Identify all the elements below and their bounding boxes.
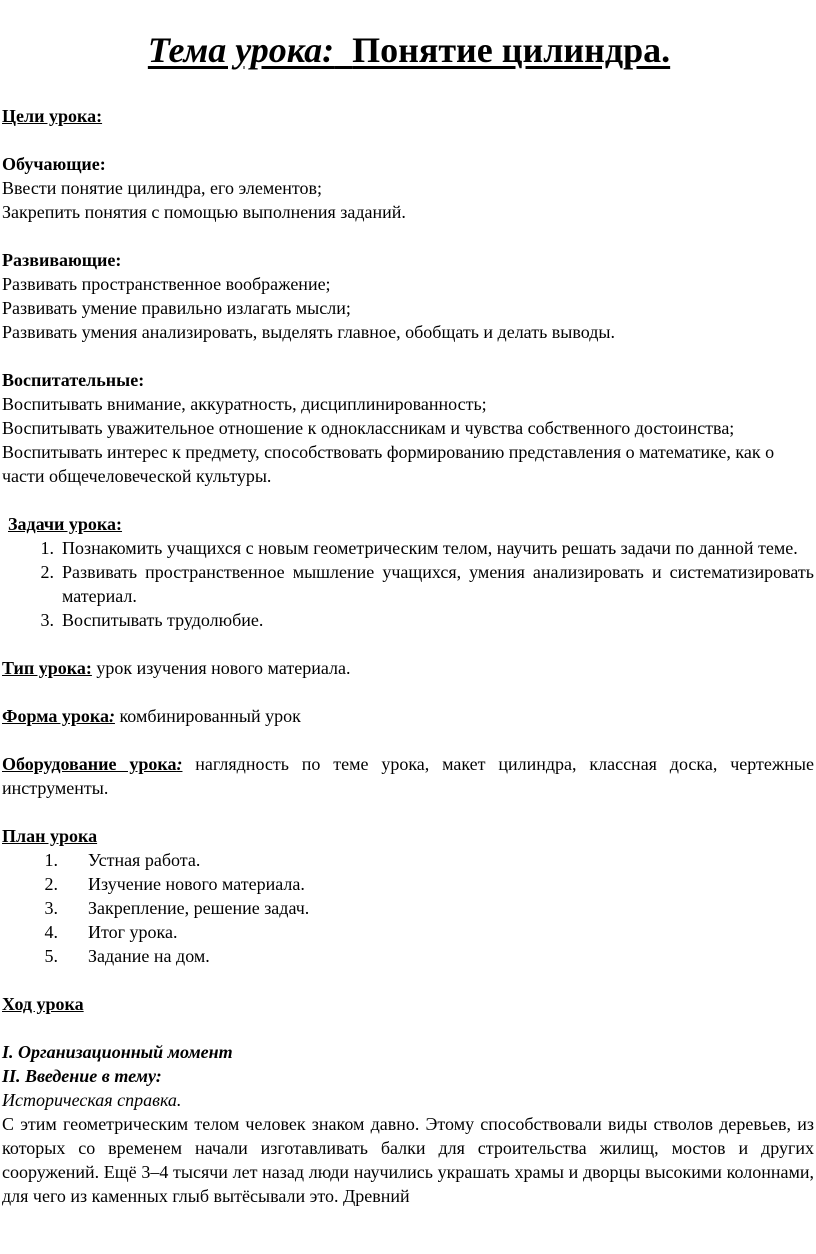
teaching-goals-heading: Обучающие: <box>2 154 106 174</box>
plan-list <box>2 848 816 968</box>
developing-goal: Развивать пространственное воображение; <box>2 274 331 294</box>
lesson-type-label: Тип урока: <box>2 658 92 678</box>
lesson-form-colon: : <box>108 706 115 726</box>
educational-goal: Воспитывать интерес к предмету, способствовать формированию представления о математике, как о части общечеловеческой культуры. <box>2 442 775 486</box>
plan-text: Изучение нового материала. <box>88 874 305 894</box>
list-item <box>2 944 816 968</box>
developing-goal: Развивать умения анализировать, выделять главное, обобщать и делать выводы. <box>2 322 615 342</box>
educational-goals-heading: Воспитательные: <box>2 370 145 390</box>
plan-text: Итог урока. <box>88 922 178 942</box>
plan-text: Задание на дом. <box>88 946 210 966</box>
teaching-goal: Закрепить понятия с помощью выполнения заданий. <box>2 202 406 222</box>
stage-organizational: I. Организационный момент <box>2 1042 233 1062</box>
plan-number: 1. <box>44 850 58 870</box>
list-item <box>2 896 816 920</box>
educational-goal: Воспитывать внимание, аккуратность, дисциплинированность; <box>2 394 487 414</box>
developing-goals-heading: Развивающие: <box>2 250 122 270</box>
tasks-list <box>2 536 816 632</box>
task-number: 3. <box>40 610 54 630</box>
plan-number: 4. <box>44 922 58 942</box>
list-item <box>2 560 816 608</box>
task-number: 2. <box>40 562 54 582</box>
plan-text: Устная работа. <box>88 850 201 870</box>
lesson-form <box>2 704 816 728</box>
plan-number: 2. <box>44 874 58 894</box>
stage-introduction: II. Введение в тему: <box>2 1066 162 1086</box>
list-item <box>2 536 816 560</box>
tasks-heading-wrap <box>2 512 816 536</box>
plan-heading: План урока <box>2 826 98 846</box>
lesson-type <box>2 656 816 680</box>
task-number: 1. <box>40 538 54 558</box>
title-label: Тема урока: <box>147 30 335 70</box>
lesson-form-value: комбинированный урок <box>114 706 301 726</box>
list-item <box>2 608 816 632</box>
list-item <box>2 848 816 872</box>
history-subheading: Историческая справка. <box>2 1090 182 1110</box>
tasks-heading: Задачи урока: <box>8 514 123 534</box>
page-title <box>2 0 816 72</box>
educational-goal: Воспитывать уважительное отношение к одноклассникам и чувства собственного достоинства; <box>2 418 735 438</box>
lesson-type-value: урок изучения нового материала. <box>91 658 351 678</box>
task-text: Познакомить учащихся с новым геометрическим телом, научить решать задачи по данной теме. <box>62 538 798 558</box>
course-heading: Ход урока <box>2 994 84 1014</box>
developing-goal: Развивать умение правильно излагать мысли; <box>2 298 351 318</box>
equipment <box>2 752 816 800</box>
list-item <box>2 872 816 896</box>
equipment-value: наглядность по теме урока, макет цилиндра, классная доска, чертежные инструменты. <box>2 754 815 798</box>
task-text: Развивать пространственное мышление учащихся, умения анализировать и систематизировать материал. <box>62 562 814 606</box>
teaching-goal: Ввести понятие цилиндра, его элементов; <box>2 178 322 198</box>
plan-number: 5. <box>44 946 58 966</box>
title-text: Понятие цилиндра. <box>352 30 671 70</box>
plan-number: 3. <box>44 898 58 918</box>
task-text: Воспитывать трудолюбие. <box>62 610 264 630</box>
list-item <box>2 920 816 944</box>
plan-text: Закрепление, решение задач. <box>88 898 310 918</box>
equipment-colon: : <box>176 754 183 774</box>
equipment-label: Оборудование урока <box>2 754 177 774</box>
history-paragraph: С этим геометрическим телом человек знаком давно. Этому способствовали виды стволов деревьев, из которых со временем начали изготавливать балки для строительства жилищ, мостов и других сооружений. Ещё 3–4 тысячи лет назад люди научились украшать храмы и дворцы высокими колоннами, для чего из каменных глыб вытёсывали это. Древний <box>2 1114 814 1206</box>
lesson-form-label: Форма урока <box>2 706 109 726</box>
goals-heading: Цели урока: <box>2 106 103 126</box>
